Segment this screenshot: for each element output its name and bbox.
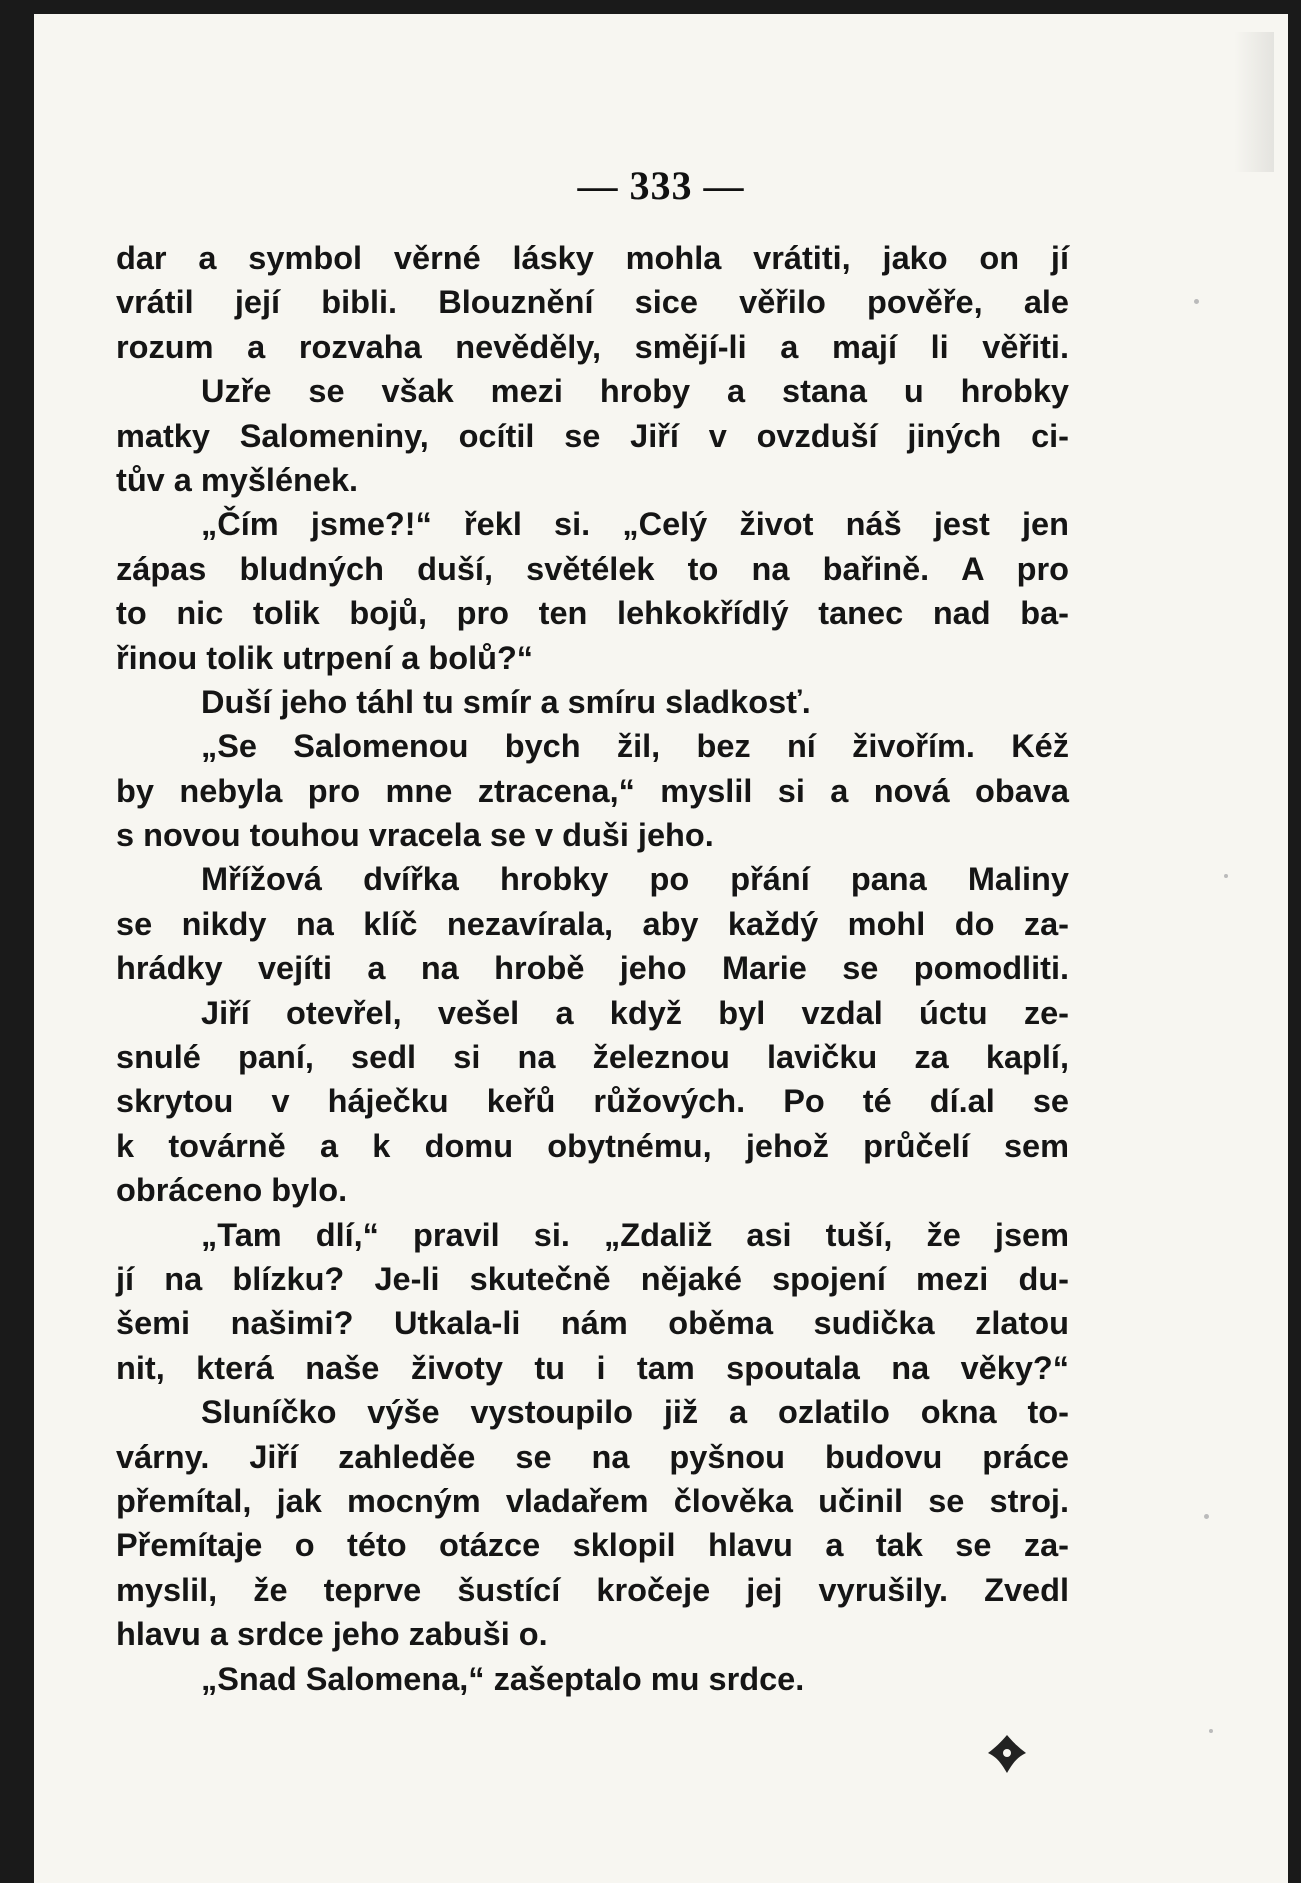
text-line: Jiří otevřel, vešel a když byl vzdal úctu ze- [201, 994, 1069, 1031]
text-line: přemítal, jak mocným vladařem člověka učinil se stroj. [116, 1482, 1069, 1519]
text-line: obráceno bylo. [116, 1172, 348, 1209]
text-line: „Se Salomenou bych žil, bez ní živořím. Kéž [201, 728, 1069, 765]
text-line: hlavu a srdce jeho zabuši o. [116, 1616, 548, 1653]
text-line: jí na blízku? Je-li skutečně nějaké spojení mezi du- [116, 1260, 1069, 1297]
paper-speck [1209, 1729, 1213, 1733]
text-line: myslil, že teprve šustící kročeje jej vyrušily. Zvedl [116, 1571, 1069, 1608]
text-line: s novou touhou vracela se v duši jeho. [116, 817, 714, 854]
text-line: rozum a rozvaha nevěděly, smějí-li a mají li věřiti. [116, 328, 1069, 365]
book-page [34, 14, 1288, 1883]
text-line: vrátil její bibli. Blouznění sice věřilo pověře, ale [116, 284, 1069, 321]
text-line: matky Salomeniny, ocítil se Jiří v ovzduší jiných ci- [116, 417, 1069, 454]
text-line: „Tam dlí,“ pravil si. „Zdaliž asi tuší, že jsem [201, 1216, 1069, 1253]
text-line: Mřížová dvířka hrobky po přání pana Maliny [201, 861, 1069, 898]
page-number: — 333 — [577, 163, 745, 208]
text-line: snulé paní, sedl si na železnou lavičku za kaplí, [116, 1039, 1069, 1076]
text-line: by nebyla pro mne ztracena,“ myslil si a nová obava [116, 772, 1069, 809]
text-line: se nikdy na klíč nezavírala, aby každý mohl do za- [116, 905, 1069, 942]
page-edge-shadow [1234, 32, 1274, 172]
text-line: nit, která naše životy tu i tam spoutala na věky?“ [116, 1349, 1069, 1386]
text-line: Přemítaje o této otázce sklopil hlavu a tak se za- [116, 1527, 1069, 1564]
text-line: Sluníčko výše vystoupilo již a ozlatilo okna to- [201, 1394, 1069, 1431]
text-line: to nic tolik bojů, pro ten lehkokřídlý tanec nad ba- [116, 595, 1069, 632]
text-line: „Čím jsme?!“ řekl si. „Celý život náš jest jen [201, 506, 1069, 543]
text-line: hrádky vejíti a na hrobě jeho Marie se pomodliti. [116, 950, 1069, 987]
text-line: zápas bludných duší, světélek to na bařině. A pro [116, 550, 1069, 587]
paper-speck [1194, 299, 1199, 304]
paper-speck [1224, 874, 1228, 878]
text-line: dar a symbol věrné lásky mohla vrátiti, jako on jí [116, 240, 1069, 276]
text-line: šemi našimi? Utkala-li nám oběma sudička zlatou [116, 1305, 1069, 1342]
body-text [116, 236, 1069, 1701]
text-line: várny. Jiří zahleděe se na pyšnou budovu práce [116, 1438, 1069, 1475]
text-line: řinou tolik utrpení a bolů?“ [116, 639, 534, 676]
text-line: skrytou v háječku keřů růžových. Po té dí.al se [116, 1083, 1069, 1120]
text-line: Uzře se však mezi hroby a stana u hrobky [201, 373, 1069, 410]
text-line: tův a myšlének. [116, 461, 359, 498]
text-line: Duší jeho táhl tu smír a smíru sladkosť. [201, 683, 811, 720]
floral-ornament-icon [984, 1731, 1030, 1777]
text-line: k továrně a k domu obytnému, jehož průčelí sem [116, 1127, 1069, 1164]
paper-speck [1204, 1514, 1209, 1519]
text-line: „Snad Salomena,“ zašeptalo mu srdce. [201, 1660, 805, 1697]
